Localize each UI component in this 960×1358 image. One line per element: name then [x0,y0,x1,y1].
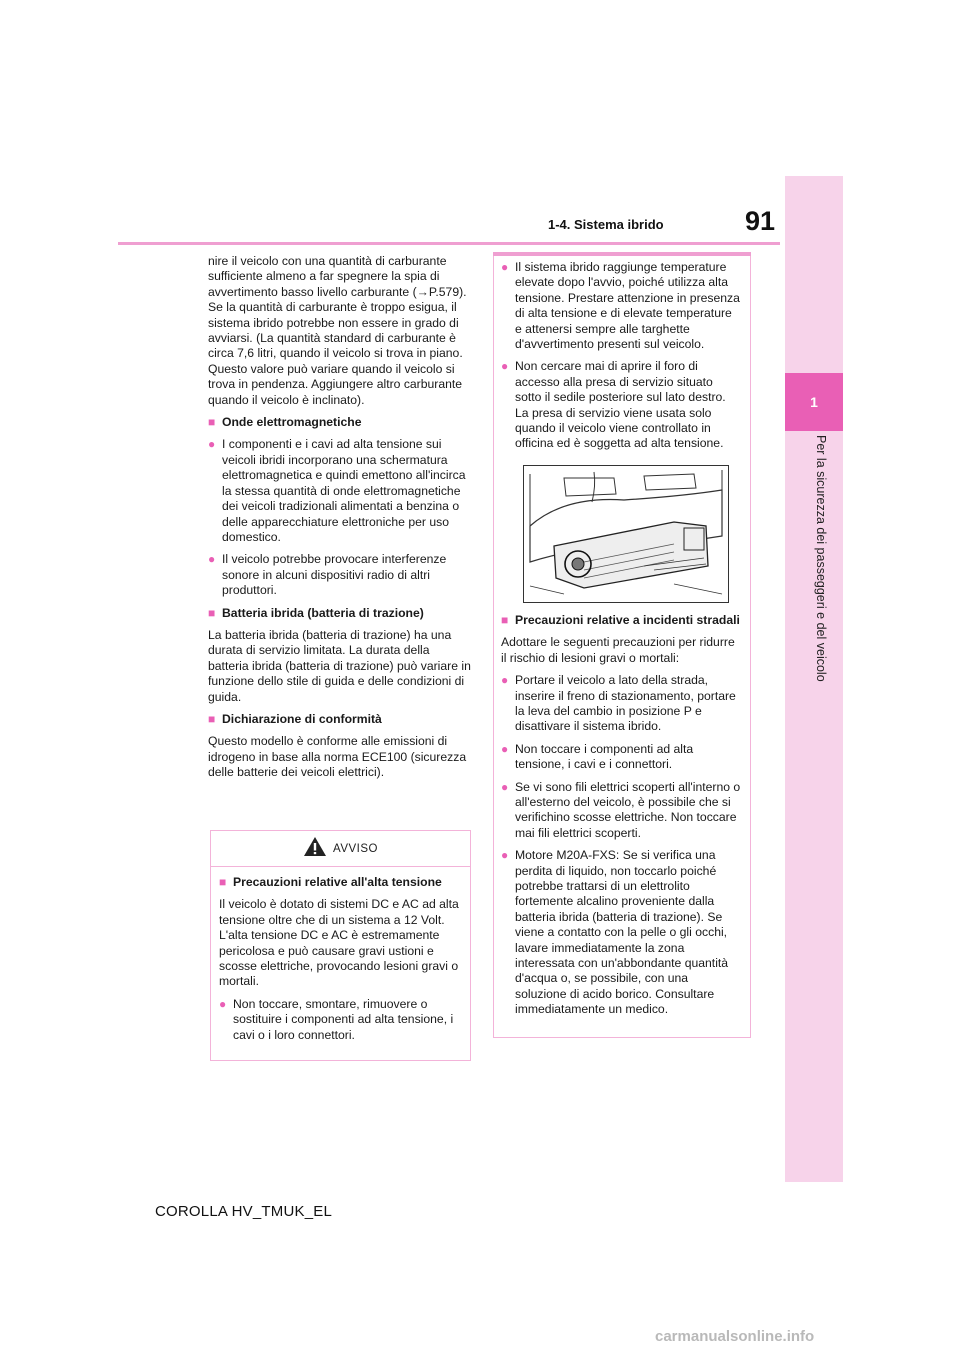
round-bullet-icon: ● [501,741,509,756]
heading-battery: ■ Batteria ibrida (batteria di trazione) [208,606,473,628]
round-bullet-icon: ● [501,848,509,863]
heading-conformity: ■ Dichiarazione di conformità [208,712,473,734]
heading-electromagnetic: ■ Onde elettromagnetiche [208,415,473,437]
round-bullet-icon: ● [501,673,509,688]
list-item: ● Non cercare mai di aprire il foro di accesso alla presa di servizio situato sotto il sedile posteriore sul lato destro. La presa di servizio viene usata solo quando il veicolo viene controllato in officina ed è soggetta ad alta tensione. [501,359,741,458]
watermark: carmanualsonline.info [655,1328,815,1345]
header-rule [118,242,780,245]
round-bullet-icon: ● [501,260,509,274]
square-bullet-icon: ■ [501,612,509,627]
warning-paragraph: Il veicolo è dotato di sistemi DC e AC ad alta tensione oltre che di un sistema a 12 Volt. L'alta tensione DC e AC è estremamente pericolosa e può causare gravi ustioni e scosse elettriche, provocando lesioni gravi o mortali. [219,897,459,989]
chapter-title-vertical: Per la sicurezza dei passeggeri e del veicolo [814,435,828,682]
intro-paragraph: nire il veicolo con una quantità di carburante sufficiente almeno a far spegnere la spia di avvertimento basso livello carburante (→P.579). Se la quantità di carburante è troppo esigua, il sistema ibrido potrebbe non essere in grado di avviarsi. (La quantità standard di carburante è circa 7,6 litri, quando il veicolo si trova in piano. Questo valore può variare quando il veicolo si trova in pendenza. Aggiungere altro carburante quando il veicolo è inclinato). [208,254,467,407]
section-title: 1-4. Sistema ibrido [548,217,664,232]
list-item: ● Il sistema ibrido raggiunge temperature elevate dopo l'avvio, poiché utilizza alta tensione. Prestare attenzione in presenza di alta tensione e di elevate temperature e attenersi sempre alle targhette d'avvertimento presenti sul veicolo. [501,260,741,359]
paragraph-battery: La batteria ibrida (batteria di trazione) ha una durata di servizio limitata. La durata della batteria ibrida (batteria di trazione) può variare in funzione dello stile di guida e delle condizioni di guida. [208,627,471,704]
list-item: ● Motore M20A-FXS: Se si verifica una perdita di liquido, non toccarlo poiché potrebbe trattarsi di un elettrolito fortemente alcalino proveniente dalla batteria ibrida (batteria di trazione). Se viene a contatto con la pelle o gli occhi, lavare immediatamente la zona interessata con un'abbondante quantità d'acqua o, se possibile, con una soluzione di acido borico. Consultare immediatamente un medico. [501,848,741,1024]
square-bullet-icon: ■ [208,415,216,430]
square-bullet-icon: ■ [219,875,227,889]
round-bullet-icon: ● [208,437,216,452]
round-bullet-icon: ● [208,552,216,567]
warning-header [211,831,470,867]
chapter-number-badge: 1 [785,373,843,431]
list-item: ● I componenti e i cavi ad alta tensione sui veicoli ibridi incorporano una schermatura elettromagnetica e quindi emettono all'incirca la stessa quantità di onde elettromagnetiche dei veicoli tradizionali alimentati a benzina o delle apparecchiature elettroniche per uso domestico. [208,437,473,552]
warning-label: AVVISO [333,842,378,855]
square-bullet-icon: ■ [208,605,216,620]
round-bullet-icon: ● [219,996,227,1011]
paragraph-conformity: Questo modello è conforme alle emissioni di idrogeno in base alla norma ECE100 (sicurezza delle batterie dei veicoli elettrici). [208,734,467,780]
list-item: ● Non toccare, smontare, rimuovere o sostituire i componenti ad alta tensione, i cavi o i loro connettori. [219,997,462,1050]
list-item: ● Se vi sono fili elettrici scoperti all'interno o all'esterno del veicolo, è possibile che si verifichino scosse elettriche. Non toccare mai fili elettrici scoperti. [501,780,741,849]
left-column [208,254,473,788]
warning-box [210,830,471,1061]
warning-triangle-icon [303,836,327,862]
model-code-footer: COROLLA HV_TMUK_EL [155,1203,332,1220]
round-bullet-icon: ● [501,359,509,374]
list-item: ● Il veicolo potrebbe provocare interferenze sonore in alcuni dispositivi radio di altri produttori. [208,552,473,605]
heading-accident: ■ Precauzioni relative a incidenti stradali [501,613,741,635]
warning-heading: ■ Precauzioni relative all'alta tensione [219,875,462,897]
page-number: 91 [745,206,776,236]
square-bullet-icon: ■ [208,711,216,726]
right-column-warning-box [493,254,751,1038]
paragraph-accident: Adottare le seguenti precauzioni per ridurre il rischio di lesioni gravi o mortali: [501,635,735,665]
list-item: ● Non toccare i componenti ad alta tensione, i cavi e i connettori. [501,742,741,780]
round-bullet-icon: ● [501,779,509,794]
list-item: ● Portare il veicolo a lato della strada, inserire il freno di stazionamento, portare la leva del cambio in posizione P e disattivare il sistema ibrido. [501,673,741,742]
service-plug-illustration [523,465,729,603]
